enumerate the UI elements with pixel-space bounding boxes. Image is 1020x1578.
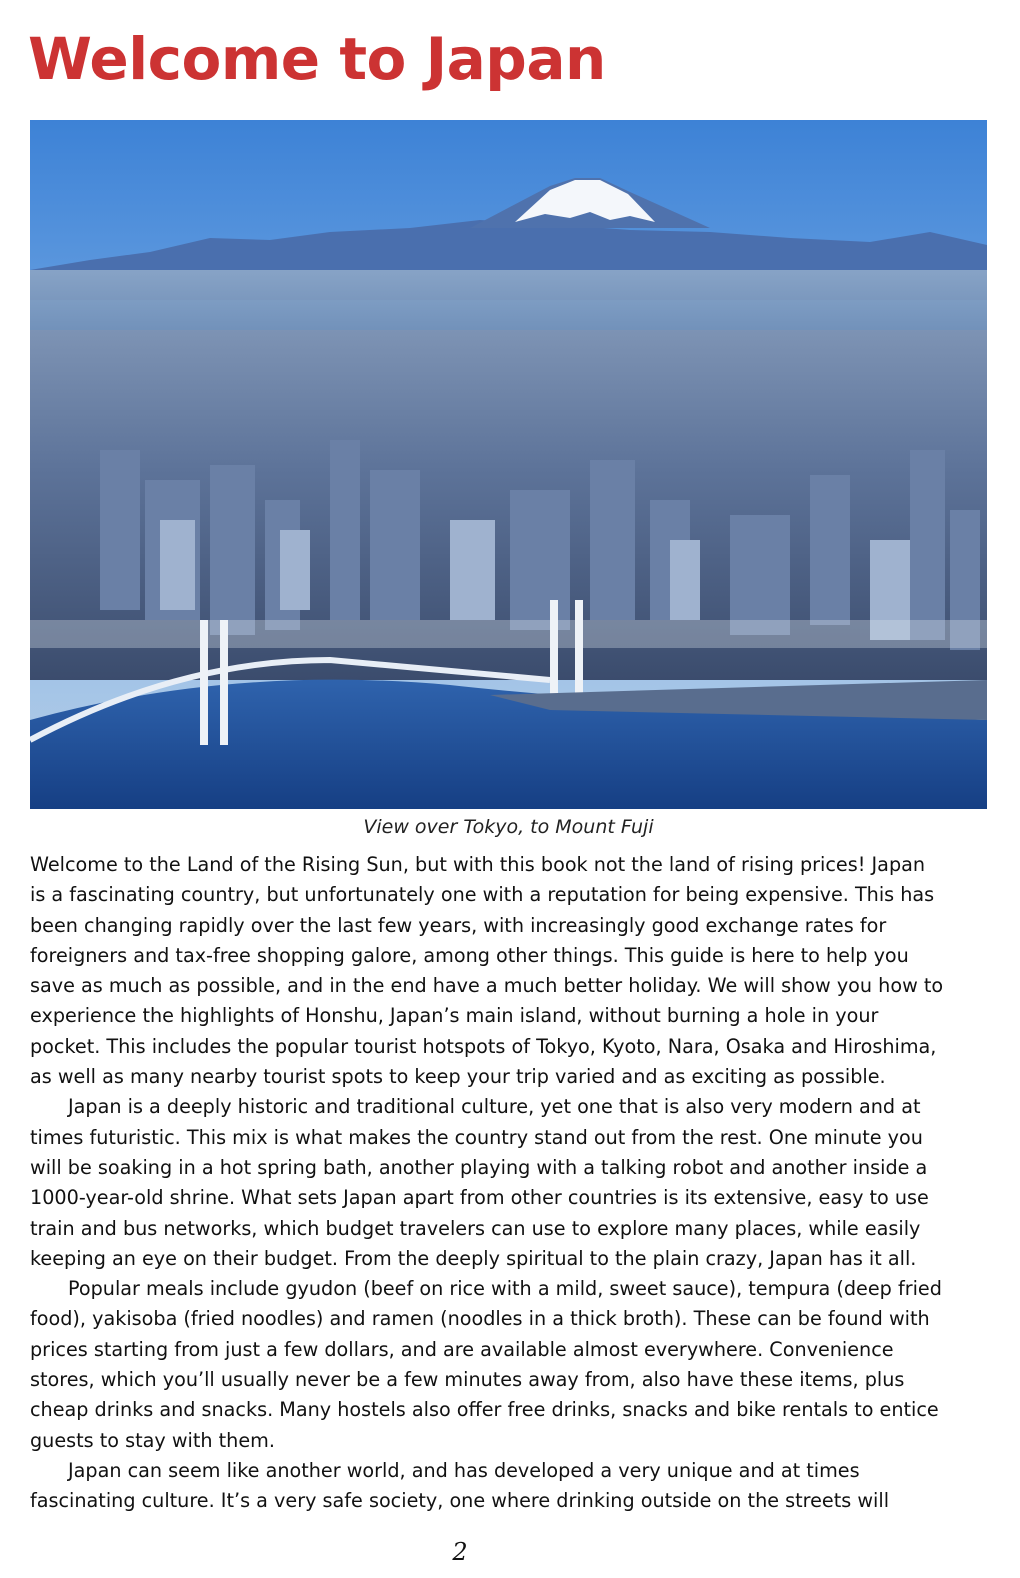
page-number: 2 xyxy=(452,1538,468,1566)
body-line: will be soaking in a hot spring bath, another playing with a talking robot and another inside a xyxy=(30,1155,928,1179)
body-line: prices starting from just a few dollars, and are available almost everywhere. Convenience xyxy=(30,1337,894,1361)
body-line: Welcome to the Land of the Rising Sun, but with this book not the land of rising prices! Japan xyxy=(30,853,926,876)
body-line: guests to stay with them. xyxy=(30,1428,275,1452)
body-line: foreigners and tax-free shopping galore, among other things. This guide is here to help you xyxy=(30,943,909,967)
body-line: food), yakisoba (fried noodles) and ramen (noodles in a thick broth). These can be found with xyxy=(30,1307,930,1331)
body-line: stores, which you’ll usually never be a few minutes away from, also have these items, plus xyxy=(30,1368,905,1392)
body-line: cheap drinks and snacks. Many hostels also offer free drinks, snacks and bike rentals to entice xyxy=(30,1398,939,1422)
body-line: experience the highlights of Honshu, Japan’s main island, without burning a hole in your xyxy=(30,1004,879,1028)
body-line: fascinating culture. It’s a very safe society, one where drinking outside on the streets will xyxy=(30,1489,890,1513)
body-line: 1000-year-old shrine. What sets Japan apart from other countries is its extensive, easy to use xyxy=(30,1186,929,1210)
body-line: as well as many nearby tourist spots to keep your trip varied and as exciting as possible. xyxy=(30,1065,886,1089)
tokyo-fuji-illustration xyxy=(30,120,987,809)
body-line: Japan is a deeply historic and traditional culture, yet one that is also very modern and at xyxy=(68,1095,921,1119)
photo-caption: View over Tokyo, to Mount Fuji xyxy=(363,816,654,838)
body-line: keeping an eye on their budget. From the deeply spiritual to the plain crazy, Japan has it all. xyxy=(30,1246,917,1270)
body-line: save as much as possible, and in the end have a much better holiday. We will show you how to xyxy=(30,974,944,998)
body-line: been changing rapidly over the last few years, with increasingly good exchange rates for xyxy=(30,913,887,937)
page-title: Welcome to Japan xyxy=(28,25,606,93)
body-line: Japan can seem like another world, and has developed a very unique and at times xyxy=(68,1458,860,1482)
body-text xyxy=(30,850,990,1517)
body-line: pocket. This includes the popular tourist hotspots of Tokyo, Kyoto, Nara, Osaka and Hiroshima, xyxy=(30,1034,937,1058)
body-line: Popular meals include gyudon (beef on rice with a mild, sweet sauce), tempura (deep fried xyxy=(68,1277,942,1301)
body-line: is a fascinating country, but unfortunately one with a reputation for being expensive. This has xyxy=(30,883,935,907)
body-line: train and bus networks, which budget travelers can use to explore many places, while easily xyxy=(30,1216,921,1240)
tokyo-fuji-photo xyxy=(30,120,987,809)
body-line: times futuristic. This mix is what makes the country stand out from the rest. One minute you xyxy=(30,1125,923,1149)
